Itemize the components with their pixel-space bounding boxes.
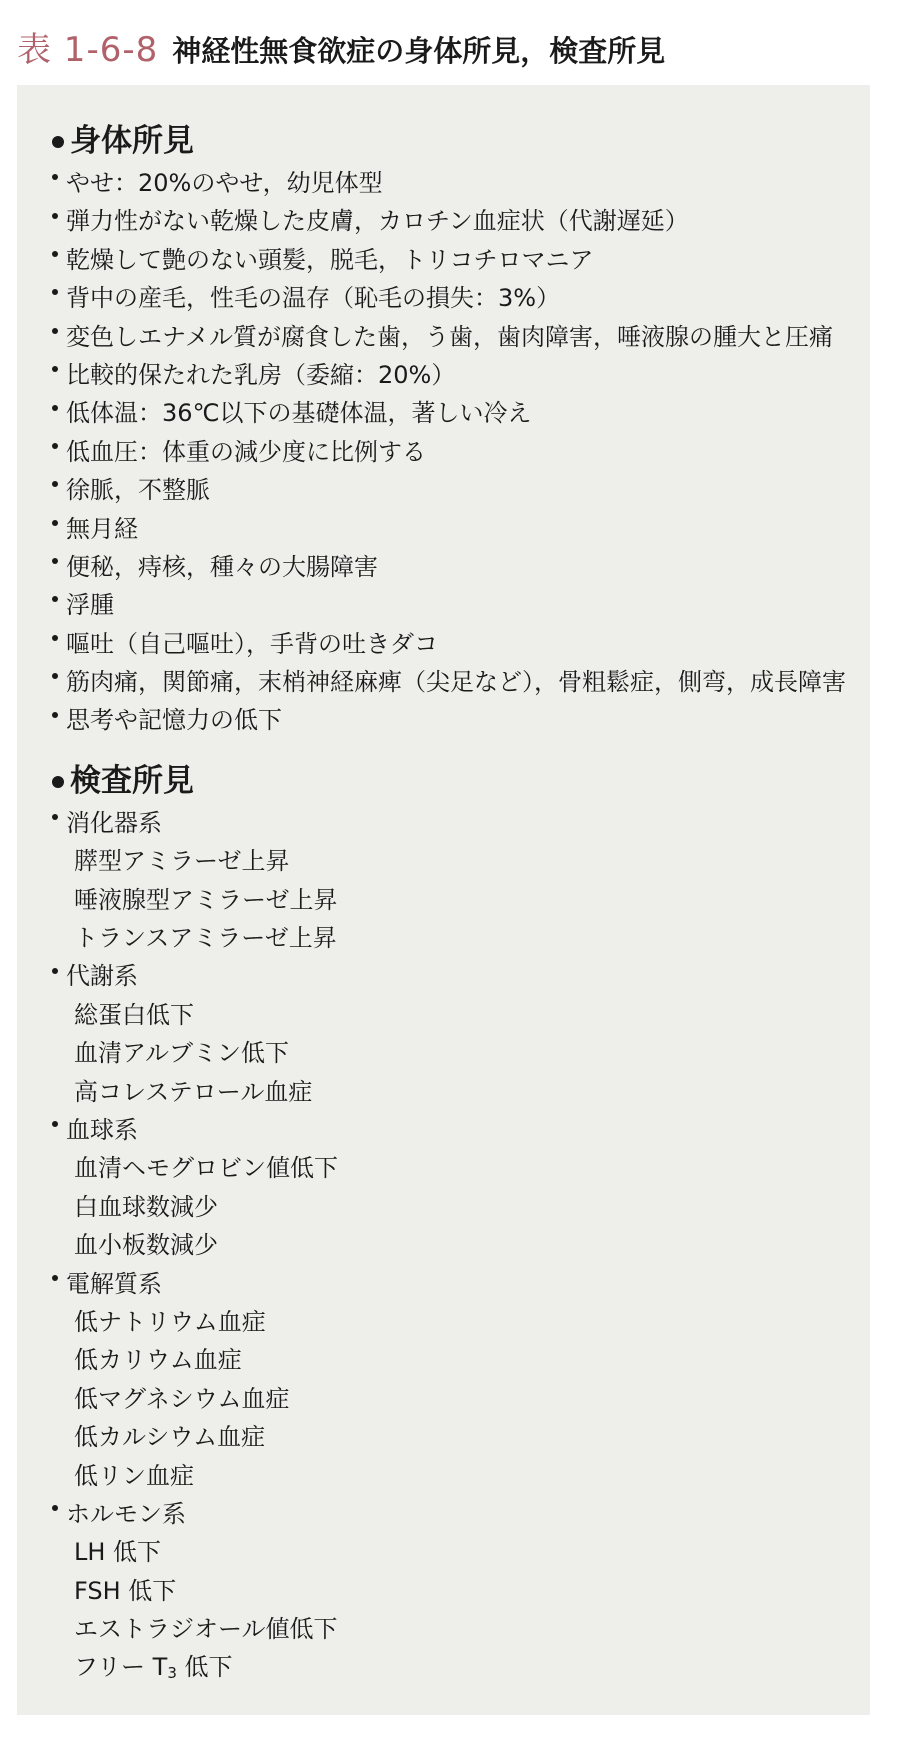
- exam-finding-item: 血清ヘモグロビン値低下: [74, 1154, 338, 1183]
- physical-finding-item: [52, 433, 862, 471]
- free-t3-subscript: 3: [167, 1664, 177, 1683]
- physical-finding-item: [52, 202, 862, 240]
- bullet-icon: [52, 136, 64, 148]
- exam-findings-heading: [52, 758, 862, 804]
- physical-finding-item: [52, 625, 862, 663]
- exam-group-label-text: 血球系: [66, 1115, 138, 1144]
- exam-finding-item: LH 低下: [74, 1538, 162, 1567]
- bullet-icon: [52, 328, 58, 334]
- exam-finding-item: 低カリウム血症: [74, 1346, 242, 1375]
- bullet-icon: [52, 673, 58, 679]
- exam-findings-list: [52, 804, 862, 1687]
- physical-finding-text: 思考や記憶力の低下: [66, 706, 282, 735]
- physical-finding-text: 浮腫: [66, 591, 114, 620]
- exam-group-label-text: 消化器系: [66, 808, 162, 837]
- physical-heading-text: 身体所見: [70, 123, 194, 159]
- exam-group-label-text: 電解質系: [66, 1269, 162, 1298]
- exam-group-label: [52, 1111, 862, 1149]
- physical-finding-text: 低体温：36℃以下の基礎体温，著しい冷え: [66, 399, 532, 428]
- bullet-icon: [52, 712, 58, 718]
- physical-finding-item: [52, 318, 862, 356]
- bullet-icon: [52, 289, 58, 295]
- exam-finding-item: 血小板数減少: [74, 1231, 218, 1260]
- table-number: 表 1-6-8: [17, 30, 159, 70]
- bullet-icon: [52, 1275, 58, 1281]
- physical-finding-text: やせ：20%のやせ，幼児体型: [66, 169, 383, 197]
- exam-finding-item: 高コレステロール血症: [74, 1077, 313, 1106]
- table-caption: [17, 22, 665, 71]
- exam-group-label-text: 代謝系: [66, 962, 138, 991]
- table-title: 神経性無食欲症の身体所見，検査所見: [172, 34, 666, 68]
- exam-finding-item: 膵型アミラーゼ上昇: [74, 847, 290, 876]
- exam-finding-item: FSH 低下: [74, 1576, 177, 1605]
- bullet-icon: [52, 251, 58, 257]
- physical-finding-text: 便秘，痔核，種々の大腸障害: [66, 552, 378, 581]
- physical-finding-item: [52, 241, 862, 279]
- physical-finding-text: 嘔吐（自己嘔吐），手背の吐きダコ: [66, 629, 438, 658]
- physical-finding-text: 変色しエナメル質が腐食した歯，う歯，歯肉障害，唾液腺の腫大と圧痛: [66, 322, 834, 351]
- physical-finding-text: 比較的保たれた乳房（委縮：20%）: [66, 360, 456, 389]
- bullet-icon: [52, 776, 64, 788]
- physical-finding-item: [52, 164, 862, 202]
- exam-heading-text: 検査所見: [70, 762, 194, 799]
- bullet-icon: [52, 481, 58, 487]
- physical-finding-text: 弾力性がない乾燥した皮膚，カロチン血症状（代謝遅延）: [66, 207, 689, 236]
- bullet-icon: [52, 520, 58, 526]
- exam-finding-item: エストラジオール値低下: [74, 1615, 338, 1644]
- exam-finding-item: 低ナトリウム血症: [74, 1307, 266, 1336]
- exam-finding-item: 低カルシウム血症: [74, 1423, 266, 1452]
- exam-finding-item-free-t3: [52, 1648, 862, 1686]
- physical-findings-list: [52, 164, 862, 740]
- bullet-icon: [52, 366, 58, 372]
- physical-finding-text: 低血圧：体重の減少度に比例する: [66, 437, 426, 466]
- exam-finding-item: 低マグネシウム血症: [74, 1384, 290, 1413]
- bullet-icon: [52, 596, 58, 602]
- table-content: [52, 118, 862, 1687]
- physical-finding-text: 無月経: [66, 514, 138, 543]
- bullet-icon: [52, 174, 58, 180]
- bullet-icon: [52, 443, 58, 449]
- exam-finding-item: トランスアミラーゼ上昇: [74, 924, 337, 953]
- exam-group-label: [52, 1265, 862, 1303]
- exam-group-label: [52, 1495, 862, 1533]
- physical-finding-text: 徐脈，不整脈: [66, 476, 210, 505]
- physical-finding-text: 背中の産毛，性毛の温存（恥毛の損失：3%）: [66, 284, 561, 313]
- exam-group-label-text: ホルモン系: [66, 1499, 186, 1528]
- physical-finding-text: 筋肉痛，関節痛，末梢神経麻痺（尖足など），骨粗鬆症，側弯，成長障害: [66, 668, 846, 697]
- exam-finding-item: 総蛋白低下: [74, 1000, 194, 1029]
- bullet-icon: [52, 405, 58, 411]
- exam-finding-item: 低リン血症: [74, 1461, 194, 1490]
- free-t3-suffix: 低下: [176, 1653, 233, 1682]
- physical-finding-item: [52, 548, 862, 586]
- physical-finding-item: [52, 394, 862, 432]
- exam-finding-item: 血清アルブミン低下: [74, 1039, 290, 1068]
- free-t3-prefix: フリー T: [74, 1653, 168, 1682]
- physical-finding-item: [52, 471, 862, 509]
- physical-finding-item: [52, 510, 862, 548]
- physical-findings-heading: [52, 118, 862, 164]
- physical-finding-item: [52, 586, 862, 624]
- physical-finding-item: [52, 279, 862, 317]
- physical-finding-item: [52, 663, 862, 701]
- exam-group-label: [52, 957, 862, 995]
- exam-finding-item: 白血球数減少: [74, 1192, 218, 1221]
- exam-group-label: [52, 804, 862, 842]
- physical-finding-item: [52, 701, 862, 739]
- bullet-icon: [52, 635, 58, 641]
- bullet-icon: [52, 814, 58, 820]
- bullet-icon: [52, 213, 58, 219]
- exam-finding-item: 唾液腺型アミラーゼ上昇: [74, 885, 338, 914]
- bullet-icon: [52, 558, 58, 564]
- physical-finding-item: [52, 356, 862, 394]
- bullet-icon: [52, 1121, 58, 1127]
- physical-finding-text: 乾燥して艶のない頭髪，脱毛，トリコチロマニア: [66, 245, 594, 274]
- bullet-icon: [52, 968, 58, 974]
- bullet-icon: [52, 1505, 58, 1511]
